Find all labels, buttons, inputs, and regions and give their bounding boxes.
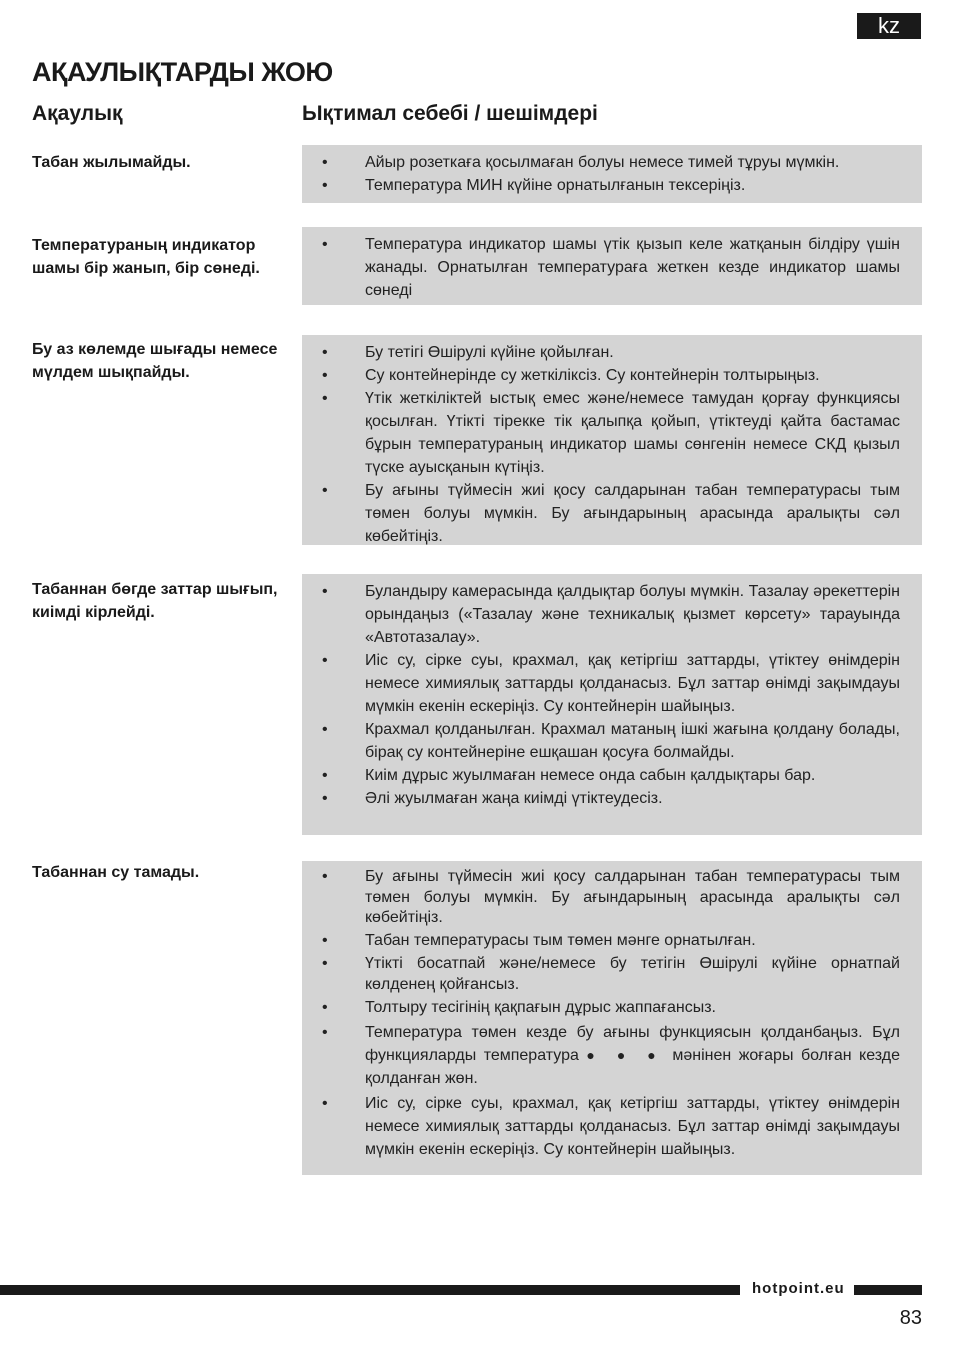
cause-item: • Айыр розеткаға қосылмаған болуы немесе тимей тұруы мүмкін. [322, 151, 900, 174]
cause-item: • Бу ағыны түймесін жиі қосу салдарынан табан температурасы тым төмен болуы мүмкін. Бу ағындарының арасында аралықты сәл көбейтіңіз. [322, 868, 900, 926]
cause-item: • Крахмал қолданылған. Крахмал матаның ішкі жағына қолдану болады, бірақ су контейнеріне ешқашан қосуға болмайды. [322, 718, 900, 764]
problem-label: Бу аз көлемде шығады немесе мүлдем шықпайды. [32, 341, 278, 381]
cause-item: • Киім дұрыс жуылмаған немесе онда сабын қалдықтары бар. [322, 764, 900, 787]
cause-list [322, 867, 900, 1161]
cause-item: • Әлі жуылмаған жаңа киімді үтіктеудесіз. [322, 787, 900, 810]
bullet-icon: • [322, 583, 328, 600]
problem-label: Табаннан су тамады. [32, 864, 200, 881]
cause-item: • Бу ағыны түймесін жиі қосу салдарынан табан температурасы тым төмен болуы мүмкін. Бу ағындарының арасында аралықты сәл көбейтіңіз. [322, 479, 900, 548]
cause-item: • Буландыру камерасында қалдықтар болуы мүмкін. Тазалау әрекеттерін орындаңыз («Тазалау және техникалық қызмет көрсету» тарауында «Автотазалау». [322, 580, 900, 649]
cause-list [322, 341, 900, 548]
bullet-icon: • [322, 790, 328, 807]
cause-list [322, 580, 900, 810]
bullet-icon: • [322, 955, 328, 972]
bullet-icon: • [322, 932, 328, 949]
footer-rule [0, 1285, 740, 1295]
bullet-icon: • [322, 344, 328, 361]
bullet-icon: • [322, 177, 328, 194]
bullet-icon: • [322, 652, 328, 669]
cause-list [322, 151, 900, 197]
cause-item: • Бу тетігі Өшірулі күйіне қойылған. [322, 341, 900, 364]
cause-item: • Температура индикатор шамы үтік қызып келе жатқанын білдіру үшін жанады. Орнатылған температураға жеткен кезде индикатор шамы сөнеді [322, 233, 900, 302]
solution-box [302, 145, 922, 203]
cause-item: • Үтік жеткіліктей ыстық емес және/немесе тамудан қорғау функциясы қосылған. Үтікті тірекке тік қалыпқа қойып, үтіктеуді қайта бастамас бұрын температураның индикатор шамы сөнгенін немесе СКД қызыл түске ауысқанын күтіңіз. [322, 387, 900, 479]
temperature-dots-icon: ● ● ● [586, 1046, 665, 1063]
solution-column-header: Ықтимал себебі / шешімдері [302, 102, 598, 125]
page-title: АҚАУЛЫҚТАРДЫ ЖОЮ [32, 57, 333, 87]
problem-label: Табан жылымайды. [32, 154, 191, 171]
cause-item: • Иіс су, сірке суы, крахмал, қақ кетіргіш заттарды, үтіктеу өнімдерін немесе химиялық заттарды қолданасыз. Бұл заттар өнімді зақымдауы мүмкін екенін ескеріңіз. Су контейнерін шайыңыз. [322, 1092, 900, 1161]
problem-column-header: Ақаулық [32, 102, 123, 125]
cause-item: • Иіс су, сірке суы, крахмал, қақ кетіргіш заттарды, үтіктеу өнімдерін немесе химиялық заттарды қолданасыз. Бұл заттар өнімді зақымдауы мүмкін екенін ескеріңіз. Су контейнерін шайыңыз. [322, 649, 900, 718]
bullet-icon: • [322, 482, 328, 499]
cause-item: • Табан температурасы тым төмен мәнге орнатылған. [322, 931, 900, 952]
footer-site: hotpoint.eu [752, 1280, 845, 1297]
solution-box [302, 335, 922, 545]
page-number: 83 [899, 1307, 922, 1329]
solution-box [302, 227, 922, 305]
footer-rule [854, 1285, 922, 1295]
solution-box [302, 861, 922, 1175]
bullet-icon: • [322, 154, 328, 171]
cause-item: • Толтыру тесігінің қақпағын дұрыс жаппағансыз. [322, 998, 900, 1019]
bullet-icon: • [322, 868, 328, 885]
language-badge: kz [857, 13, 921, 39]
cause-list [322, 233, 900, 302]
bullet-icon: • [322, 998, 328, 1016]
bullet-icon: • [322, 721, 328, 738]
problem-label: Температураның индикатор шамы бір жанып, бір сөнеді. [32, 237, 260, 277]
cause-item: • Үтікті босатпай және/немесе бу тетігін Өшірулі күйіне орнатпай көлденең қойғансыз. [322, 955, 900, 993]
cause-item: • Температура МИН күйіне орнатылғанын тексеріңіз. [322, 174, 900, 197]
bullet-icon: • [322, 390, 328, 407]
bullet-icon: • [322, 236, 328, 253]
solution-box [302, 574, 922, 835]
cause-item: • Температура төмен кезде бу ағыны функциясын қолданбаңыз. Бұл функцияларды температура ● ● ● мәнінен жоғары болған кезде қолданған жөн. [322, 1021, 900, 1090]
bullet-icon: • [322, 1023, 328, 1041]
problem-label: Табаннан бөгде заттар шығып, киімді кірлейді. [32, 581, 278, 621]
bullet-icon: • [322, 367, 328, 384]
cause-item: • Су контейнерінде су жеткіліксіз. Су контейнерін толтырыңыз. [322, 364, 900, 387]
bullet-icon: • [322, 767, 328, 784]
bullet-icon: • [322, 1095, 328, 1112]
